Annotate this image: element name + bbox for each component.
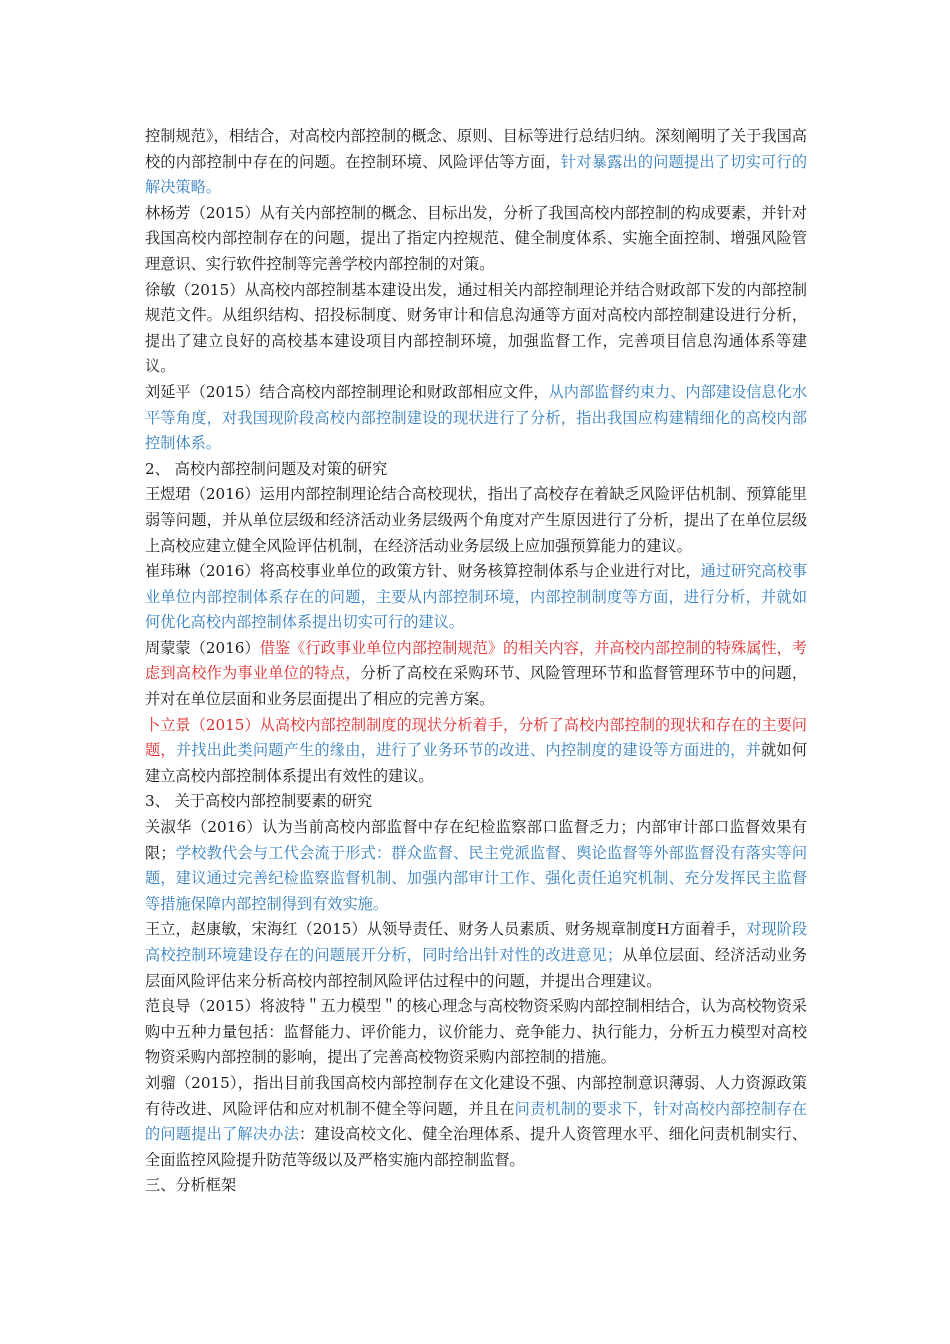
paragraph-zhou-mengmeng (145, 636, 807, 713)
text-segment: 关淑华（2016）认为当前高校内部监督中存在纪检监察部口监督乏力；内部审计部口监督效果有限； (145, 818, 807, 862)
paragraph-guan-shuhua (145, 815, 807, 917)
red-highlighted-text-segment: 借鉴《行政事业单位内部控制规范》的相关内容，并高校内部控制的特殊属性，考虑到高校作为事业单位的特点， (145, 638, 807, 683)
highlighted-text-segment: 通过研究高校事业单位内部控制体系存在的问题，主要从内部控制环境，内部控制制度等方面，进行分析，并就如何优化高校内部控制体系提出切实可行的建议。 (145, 562, 808, 632)
text-segment: 就如何建立高校内部控制体系提出有效性的建议。 (145, 741, 808, 785)
highlighted-text-segment: 问责机制的要求下，针对高校内部控制存在的问题提出了解决办法 (145, 1099, 808, 1144)
heading-text: 三、分析框架 (145, 1176, 237, 1195)
text-segment: 王立，赵康敏，宋海红（2015）从领导责任、财务人员素质、财务规章制度H方面着手， (145, 920, 747, 939)
text-segment: 刘骝（2015），指出目前我国高校内部控制存在文化建设不强、内部控制意识薄弱、人力资源政策有待改进、风险评估和应对机制不健全等问题，并且在 (145, 1073, 807, 1118)
paragraph-fan-liangdao (145, 994, 807, 1071)
heading-text: 3、 关于高校内部控制要素的研究 (145, 792, 373, 811)
text-segment: 控制规范》，相结合，对高校内部控制的概念、原则、目标等进行总结归纳。深刻阐明了关于我国高校的内部控制中存在的问题。在控制环境、风险评估等方面， (145, 127, 807, 171)
highlighted-text-segment: 对现阶段高校控制环境建设存在的问题展开分析，同时给出针对性的改进意见； (145, 920, 808, 964)
paragraph-cui-weilin (145, 559, 807, 636)
text-segment: 范良导（2015）将波特＂五力模型＂的核心理念与高校物资采购内部控制相结合，认为高校物资采购中五种力量包括：监督能力、评价能力，议价能力、竞争能力、执行能力，分析五力模型对高校物资采购内部控制的影响，提出了完善高校物资采购内部控制的措施。 (145, 997, 807, 1067)
section-heading-3 (145, 789, 807, 815)
text-segment: 王煜珺（2016）运用内部控制理论结合高校现状，指出了高校存在着缺乏风险评估机制、预算能里弱等问题，并从单位层级和经济活动业务层级两个角度对产生原因进行了分析，提出了在单位层级上高校应建立健全风险评估机制，在经济活动业务层级上应加强预算能力的建议。 (145, 485, 807, 555)
highlighted-text-segment: 从内部监督约束力、内部建设信息化水平等角度，对我国现阶段高校内部控制建设的现状进行了分析，指出我国应构建精细化的高校内部控制体系。 (145, 382, 808, 453)
red-highlighted-text-segment: 卜立景（2015）从高校内部控制制度的现状分析着手，分析了高校内部控制的现状和存在的主要问题， (145, 715, 807, 760)
paragraph-lin-yangfang (145, 201, 807, 278)
heading-text: 2、 高校内部控制问题及对策的研究 (145, 459, 388, 478)
section-heading-analysis-framework (145, 1173, 807, 1199)
highlighted-text-segment: 学校教代会与工代会流于形式：群众监督、民主党派监督、舆论监督等外部监督没有落实等问题，建议通过完善纪检监察监督机制、加强内部审计工作、强化责任追究机制、充分发挥民主监督等措施保障内部控制得到有效实施。 (145, 843, 808, 913)
paragraph-intro-continued (145, 124, 807, 201)
text-segment: 分析了高校在采购环节、风险管理环节和监督管理环节中的问题，并对在单位层面和业务层面提出了相应的完善方案。 (145, 664, 808, 709)
document-page (145, 124, 807, 1199)
section-heading-2 (145, 457, 807, 483)
text-segment: 徐敏（2015）从高校内部控制基本建设出发，通过相关内部控制理论并结合财政部下发的内部控制规范文件。从组织结构、招投标制度、财务审计和信息沟通等方面对高校内部控制建设进行分析，提出了建立良好的高校基本建设项目内部控制环境，加强监督工作，完善项目信息沟通体系等建议。 (145, 280, 807, 376)
text-segment: 从单位层面、经济活动业务层面风险评估来分析高校内部控制风险评估过程中的问题，并提出合理建议。 (145, 946, 808, 990)
highlighted-text-segment: 针对暴露出的问题提出了切实可行的解决策略。 (145, 152, 808, 197)
text-segment: 周蒙蒙（2016） (145, 638, 260, 657)
paragraph-wang-yujun (145, 482, 807, 559)
highlighted-text-segment: 并找出此类问题产生的缘由，进行了业务环节的改进、内控制度的建设等方面进的，并 (175, 741, 762, 760)
text-segment: 林杨芳（2015）从有关内部控制的概念、目标出发，分析了我国高校内部控制的构成要素，并针对我国高校内部控制存在的问题，提出了指定内控规范、健全制度体系、实施全面控制、增强风险管理意识、实行软件控制等完善学校内部控制的对策。 (145, 203, 807, 273)
paragraph-liu-yanping (145, 380, 807, 457)
text-segment: 刘延平（2015）结合高校内部控制理论和财政部相应文件， (145, 382, 549, 401)
text-segment: ：建设高校文化、健全治理体系、提升人资管理水平、细化问责机制实行、全面监控风险提升防范等级以及严格实施内部控制监督。 (145, 1125, 808, 1169)
text-segment: 崔玮琳（2016）将高校事业单位的政策方针、财务核算控制体系与企业进行对比， (145, 562, 701, 581)
paragraph-xu-min (145, 278, 807, 380)
paragraph-bu-lijing (145, 713, 807, 790)
paragraph-wang-li (145, 917, 807, 994)
paragraph-liu-liu (145, 1071, 807, 1173)
